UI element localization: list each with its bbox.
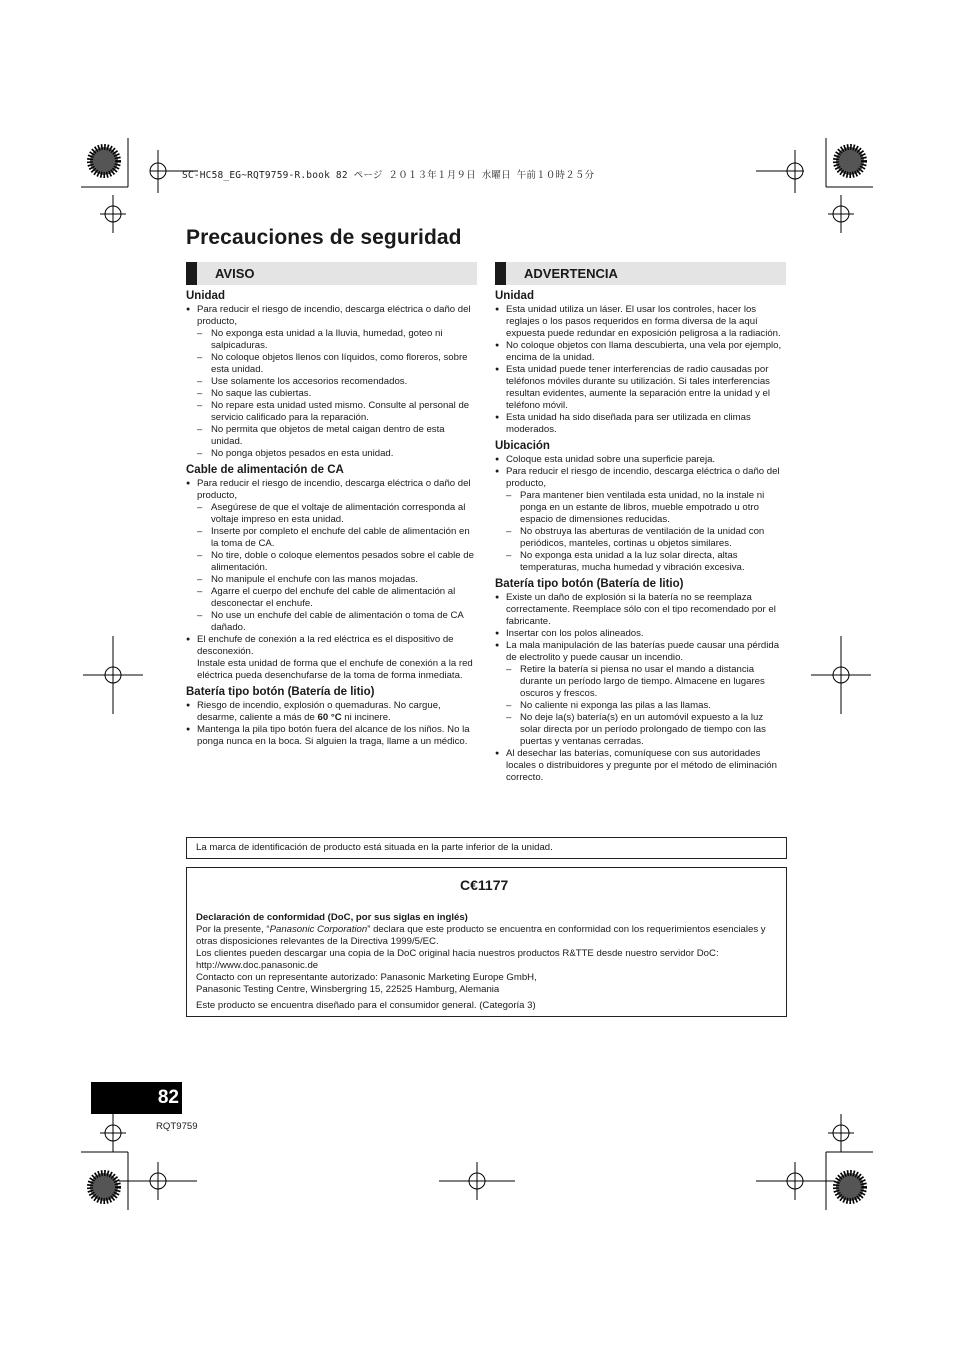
list-item: ● Coloque esta unidad sobre una superficie pareja. (495, 454, 786, 466)
declaration-line: Panasonic Testing Centre, Winsbergring 15, 22525 Hamburg, Alemania (196, 984, 500, 995)
page-title: Precauciones de seguridad (186, 226, 462, 249)
declaration-body (196, 912, 776, 1012)
aviso-column (186, 262, 477, 748)
list-item: – No exponga esta unidad a la lluvia, humedad, goteo ni salpicaduras. (186, 328, 477, 352)
company-name: Panasonic Corporation (269, 924, 368, 935)
list-item: – Para mantener bien ventilada esta unidad, no la instale ni ponga en un estante de libros, mueble empotrado u otro espacio de dimensiones reducidas. (495, 490, 786, 526)
declaration-line (196, 924, 776, 948)
advertencia-ubicacion-list (495, 454, 786, 574)
declaration-line: Este producto se encuentra diseñado para el consumidor general. (Categoría 3) (196, 1000, 536, 1011)
list-item: – No deje la(s) batería(s) en un automóvil expuesto a la luz solar directa por un período prolongado de tiempo con las puertas y ventanas cerradas. (495, 712, 786, 748)
print-file-header: SC-HC58_EG~RQT9759-R.book 82 ページ ２０１３年１月９日 水曜日 午前１０時２５分 (182, 170, 595, 181)
document-code: RQT9759 (156, 1121, 198, 1132)
list-item: ● Al desechar las baterías, comuníquese con sus autoridades locales o distribuidores y pregunte por el método de eliminación correcto. (495, 748, 786, 784)
advertencia-unidad-subheading: Unidad (495, 290, 534, 302)
list-item: – Agarre el cuerpo del enchufe del cable de alimentación al desconectar el enchufe. (186, 586, 477, 610)
list-item: ● Insertar con los polos alineados. (495, 628, 786, 640)
advertencia-section-header (495, 262, 786, 285)
aviso-heading: AVISO (215, 266, 255, 281)
page-number: 82 (157, 1087, 179, 1108)
advertencia-heading: ADVERTENCIA (524, 266, 618, 281)
list-item: – No saque las cubiertas. (186, 388, 477, 400)
aviso-unidad-subheading: Unidad (186, 290, 225, 302)
list-item: – Inserte por completo el enchufe del cable de alimentación en la toma de CA. (186, 526, 477, 550)
list-item: – No manipule el enchufe con las manos mojadas. (186, 574, 477, 586)
list-item: ● Esta unidad utiliza un láser. El usar los controles, hacer los reglajes o los pasos requeridos en forma diversa de la aquí expuesta puede redundar en exposición peligrosa a la radiación. (495, 304, 786, 340)
list-item: ● Esta unidad puede tener interferencias de radio causadas por teléfonos móviles durante su utilización. Si tales interferencias resultan evidentes, aumente la separación entre la unidad y el teléfono móvil. (495, 364, 786, 412)
advertencia-bateria-list (495, 592, 786, 784)
advertencia-ubicacion-subheading: Ubicación (495, 440, 550, 452)
declaration-line: Contacto con un representante autorizado: Panasonic Marketing Europe GmbH, (196, 972, 537, 983)
list-item: – No obstruya las aberturas de ventilación de la unidad con periódicos, manteles, cortinas u objetos similares. (495, 526, 786, 550)
list-item: – Asegúrese de que el voltaje de alimentación corresponda al voltaje impreso en esta unidad. (186, 502, 477, 526)
list-item: – No exponga esta unidad a la luz solar directa, altas temperaturas, mucha humedad y vibración excesiva. (495, 550, 786, 574)
page-number-tab (91, 1082, 182, 1114)
section-marker-bar (495, 262, 506, 285)
list-item: ● Mantenga la pila tipo botón fuera del alcance de los niños. No la ponga nunca en la boca. Si alguien la traga, llame a un médico. (186, 724, 477, 748)
list-item: – No caliente ni exponga las pilas a las llamas. (495, 700, 786, 712)
list-item: – Retire la batería si piensa no usar el mando a distancia durante un período largo de tiempo. Almacene en lugares oscuros y frescos. (495, 664, 786, 700)
list-item: ● Para reducir el riesgo de incendio, descarga eléctrica o daño del producto, (495, 466, 786, 490)
aviso-cable-continuation: Instale esta unidad de forma que el enchufe de conexión a la red eléctrica pueda desenchufarse de la toma de forma inmediata. (197, 658, 473, 681)
list-item: – No coloque objetos llenos con líquidos, como floreros, sobre esta unidad. (186, 352, 477, 376)
aviso-cable-subheading: Cable de alimentación de CA (186, 464, 344, 476)
list-item: – No use un enchufe del cable de alimentación o toma de CA dañado. (186, 610, 477, 634)
list-item: – No tire, doble o coloque elementos pesados sobre el cable de alimentación. (186, 550, 477, 574)
aviso-bateria-list (186, 700, 477, 748)
advertencia-column (495, 262, 786, 784)
section-marker-bar (186, 262, 197, 285)
advertencia-unidad-list (495, 304, 786, 436)
declaration-text: Por la presente, “ (196, 924, 270, 935)
list-item: – Use solamente los accesorios recomendados. (186, 376, 477, 388)
aviso-cable-list (186, 478, 477, 658)
product-id-note-box (186, 837, 787, 859)
product-id-note-text: La marca de identificación de producto está situada en la parte inferior de la unidad. (196, 842, 553, 853)
aviso-section-header (186, 262, 477, 285)
bateria-text: Riesgo de incendio, explosión o quemaduras. No cargue, desarme, caliente a más de (197, 700, 441, 723)
declaration-heading: Declaración de conformidad (DoC, por sus siglas en inglés) (196, 912, 468, 923)
declaration-line: Los clientes pueden descargar una copia de la DoC original hacia nuestros productos R&TTE desde nuestro servidor DoC: http://www.doc.panasonic.de (196, 948, 719, 971)
list-item: – No ponga objetos pesados en esta unidad. (186, 448, 477, 460)
list-item: ● Para reducir el riesgo de incendio, descarga eléctrica o daño del producto, (186, 304, 477, 328)
aviso-unidad-list (186, 304, 477, 460)
list-item: – No permita que objetos de metal caigan dentro de esta unidad. (186, 424, 477, 448)
list-item: ● La mala manipulación de las baterías puede causar una pérdida de electrolito y puede causar un incendio. (495, 640, 786, 664)
declaration-box (186, 867, 787, 1017)
list-item: ● El enchufe de conexión a la red eléctrica es el dispositivo de desconexión. (186, 634, 477, 658)
declaration-text: ” declara que este producto se encuentra en conformidad con los requerimientos esenciales y otras disposiciones relevantes de la Directiva 1999/5/EC. (196, 924, 766, 947)
list-item: ● No coloque objetos con llama descubierta, una vela por ejemplo, encima de la unidad. (495, 340, 786, 364)
aviso-bateria-subheading: Batería tipo botón (Batería de litio) (186, 686, 375, 698)
advertencia-bateria-subheading: Batería tipo botón (Batería de litio) (495, 578, 684, 590)
list-item: ● Para reducir el riesgo de incendio, descarga eléctrica o daño del producto, (186, 478, 477, 502)
ce-mark-icon: C€1177 (460, 877, 509, 893)
list-item: ● Existe un daño de explosión si la batería no se reemplaza correctamente. Reemplace sólo con el tipo recomendado por el fabricante. (495, 592, 786, 628)
temperature-limit: 60 °C (317, 712, 342, 723)
list-item: ● Esta unidad ha sido diseñada para ser utilizada en climas moderados. (495, 412, 786, 436)
list-item: – No repare esta unidad usted mismo. Consulte al personal de servicio calificado para la reparación. (186, 400, 477, 424)
list-item (186, 700, 477, 724)
bateria-text: ni incinere. (341, 712, 391, 723)
